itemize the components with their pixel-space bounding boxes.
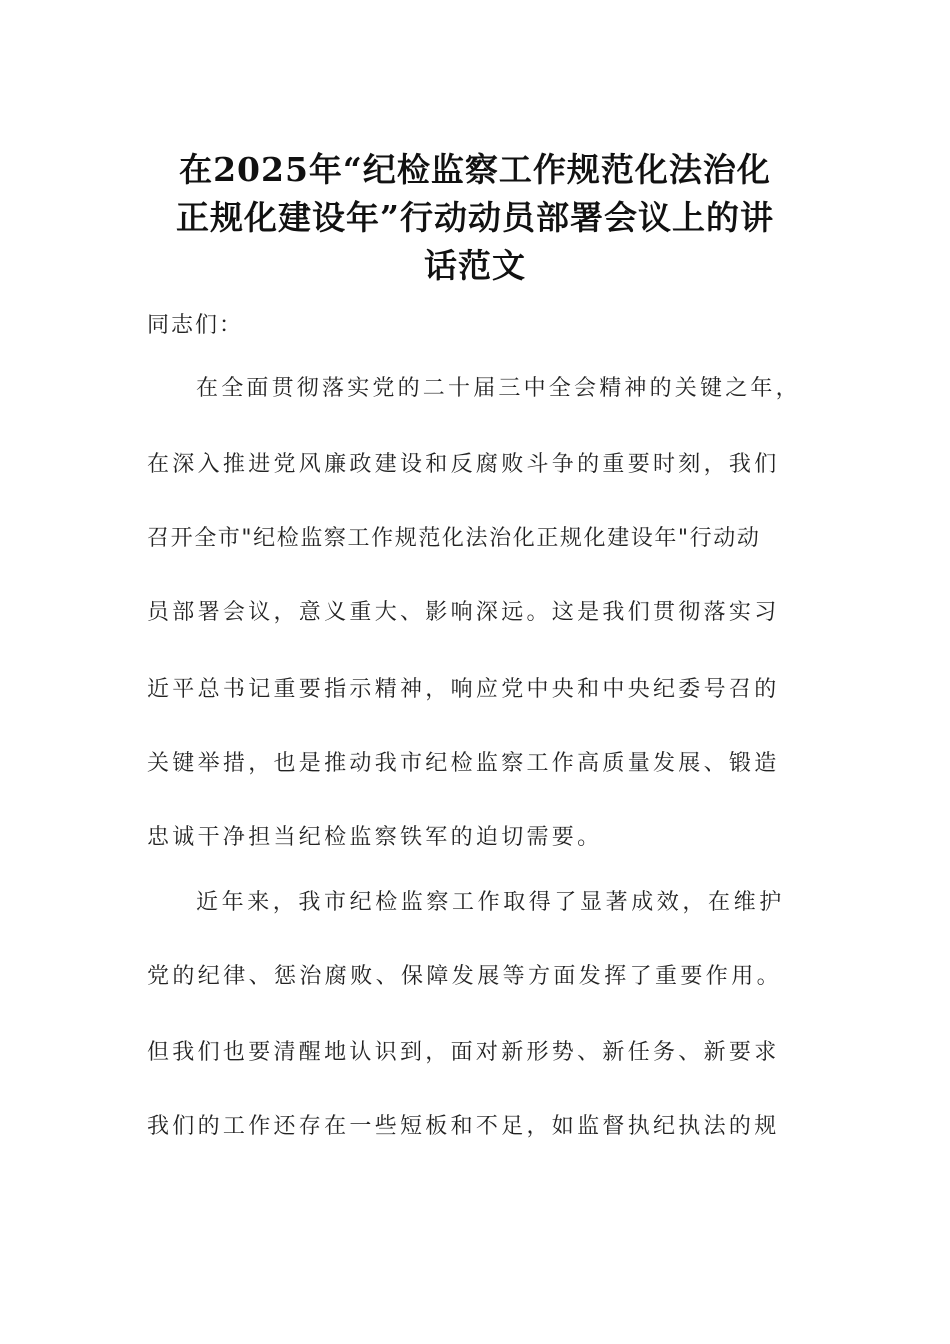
paragraph-line: 近年来，我市纪检监察工作取得了显著成效，在维护: [196, 890, 785, 915]
paragraph-line: 在全面贯彻落实党的二十届三中全会精神的关键之年，: [196, 376, 801, 401]
paragraph-line: 但我们也要清醒地认识到，面对新形势、新任务、新要求: [147, 1040, 780, 1065]
paragraph-line: 员部署会议，意义重大、影响深远。这是我们贯彻落实习: [147, 600, 780, 625]
title-line: 在2025年“纪检监察工作规范化法治化: [179, 150, 771, 189]
title-line: 正规化建设年”行动动员部署会议上的讲: [176, 198, 774, 237]
title-line: 话范文: [424, 246, 526, 285]
paragraph-line: 召开全市"纪检监察工作规范化法治化正规化建设年"行动动: [147, 526, 761, 551]
salutation: 同志们：: [147, 313, 244, 338]
paragraph-line: 在深入推进党风廉政建设和反腐败斗争的重要时刻，我们: [147, 452, 780, 477]
paragraph-line: 党的纪律、惩治腐败、保障发展等方面发挥了重要作用。: [147, 964, 783, 989]
paragraph-line: 关键举措，也是推动我市纪检监察工作高质量发展、锻造: [147, 751, 780, 776]
document-title: [140, 146, 810, 290]
paragraph-line: 我们的工作还存在一些短板和不足，如监督执纪执法的规: [147, 1114, 780, 1139]
paragraph-line: 近平总书记重要指示精神，响应党中央和中央纪委号召的: [147, 677, 780, 702]
paragraph-line: 忠诚干净担当纪检监察铁军的迫切需要。: [147, 825, 603, 850]
